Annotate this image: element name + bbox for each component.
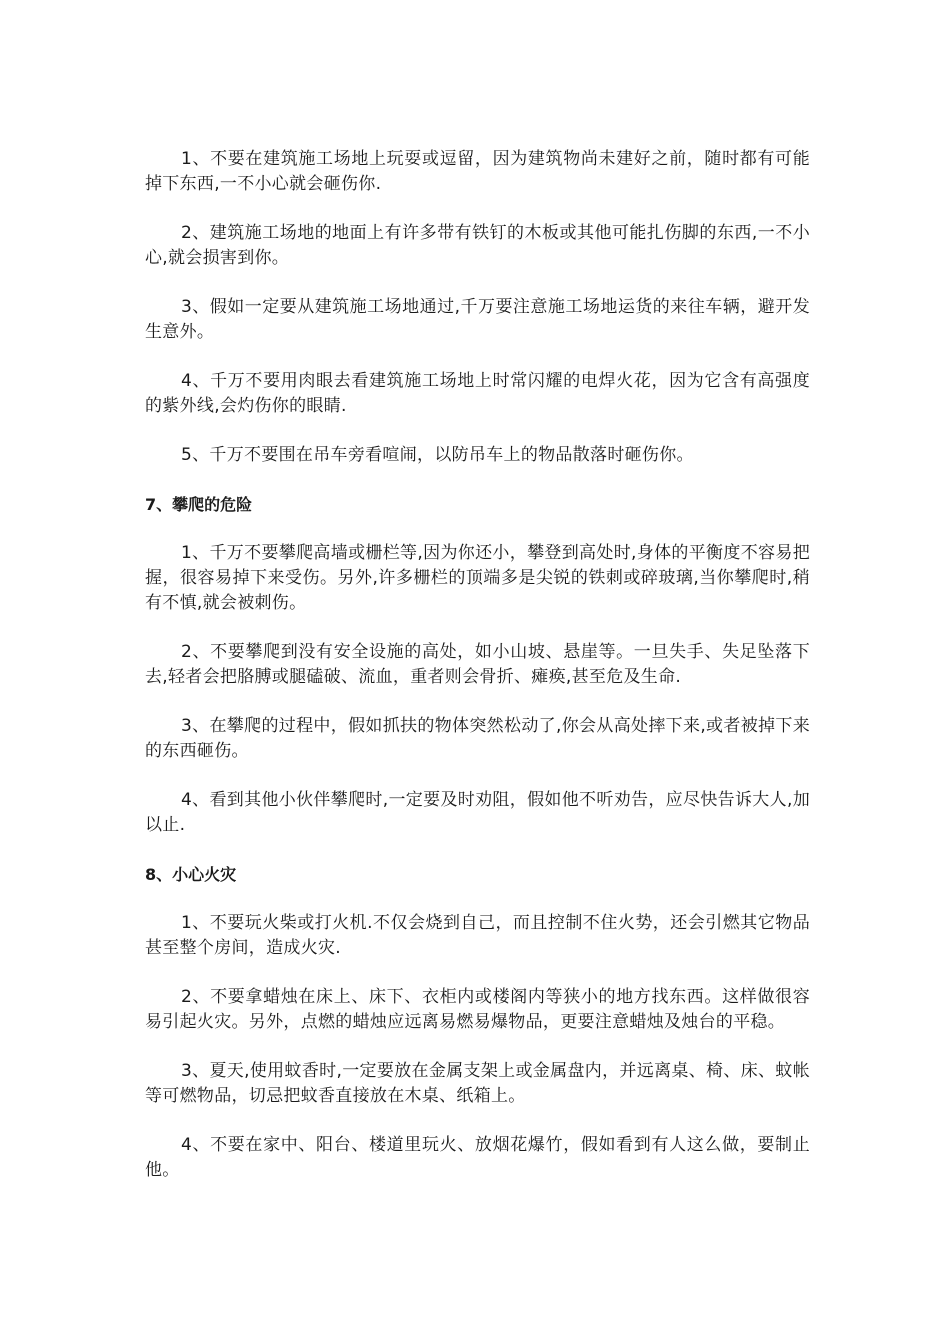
document-page xyxy=(145,147,810,1183)
construction-item-3: 3、假如一定要从建筑施工场地通过,千万要注意施工场地运货的来往车辆，避开发生意外。 xyxy=(145,297,810,342)
construction-item-2: 2、建筑施工场地的地面上有许多带有铁钉的木板或其他可能扎伤脚的东西,一不小心,就会损害到你。 xyxy=(145,223,810,268)
fire-item-4: 4、不要在家中、阳台、楼道里玩火、放烟花爆竹，假如看到有人这么做，要制止他。 xyxy=(145,1135,810,1180)
construction-item-1: 1、不要在建筑施工场地上玩耍或逗留，因为建筑物尚未建好之前，随时都有可能掉下东西,一不小心就会砸伤你. xyxy=(145,149,810,194)
climbing-item-3: 3、在攀爬的过程中，假如抓扶的物体突然松动了,你会从高处摔下来,或者被掉下来的东西砸伤。 xyxy=(145,716,810,761)
construction-item-5: 5、千万不要围在吊车旁看喧闹，以防吊车上的物品散落时砸伤你。 xyxy=(181,445,694,465)
section-heading-climbing: 7、攀爬的危险 xyxy=(145,495,253,514)
fire-item-2: 2、不要拿蜡烛在床上、床下、衣柜内或楼阁内等狭小的地方找东西。这样做很容易引起火灾。另外，点燃的蜡烛应远离易燃易爆物品，更要注意蜡烛及烛台的平稳。 xyxy=(145,987,810,1032)
fire-item-3: 3、夏天,使用蚊香时,一定要放在金属支架上或金属盘内，并远离桌、椅、床、蚊帐等可燃物品，切忌把蚊香直接放在木桌、纸箱上。 xyxy=(145,1061,810,1106)
climbing-item-4: 4、看到其他小伙伴攀爬时,一定要及时劝阻，假如他不听劝告，应尽快告诉大人,加以止. xyxy=(145,790,810,835)
climbing-item-2: 2、不要攀爬到没有安全设施的高处，如小山坡、悬崖等。一旦失手、失足坠落下去,轻者会把胳膊或腿磕破、流血，重者则会骨折、瘫痪,甚至危及生命. xyxy=(145,642,810,687)
fire-item-1: 1、不要玩火柴或打火机.不仅会烧到自己，而且控制不住火势，还会引燃其它物品甚至整个房间，造成火灾. xyxy=(145,913,810,958)
section-heading-fire: 8、小心火灾 xyxy=(145,865,237,884)
construction-item-4: 4、千万不要用肉眼去看建筑施工场地上时常闪耀的电焊火花，因为它含有高强度的紫外线,会灼伤你的眼睛. xyxy=(145,371,810,416)
climbing-item-1: 1、千万不要攀爬高墙或栅栏等,因为你还小，攀登到高处时,身体的平衡度不容易把握，很容易掉下来受伤。另外,许多栅栏的顶端多是尖锐的铁刺或碎玻璃,当你攀爬时,稍有不慎,就会被刺伤。 xyxy=(145,543,810,613)
